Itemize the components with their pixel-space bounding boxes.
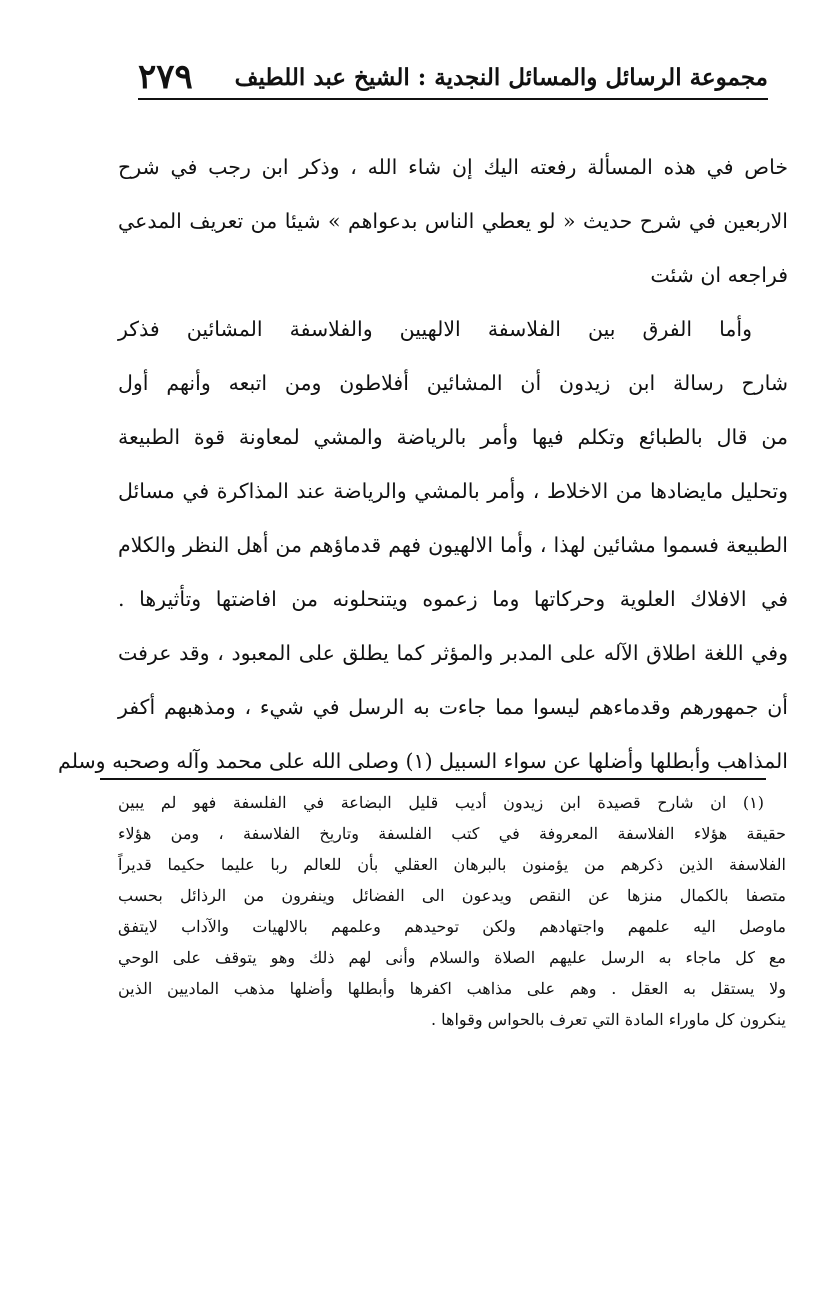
footnote-line: مع كل ماجاء به الرسل عليهم الصلاة والسلام وأنى لهم ذلك وهو يتوقف على الوحي — [118, 948, 786, 967]
page-number: ٢٧٩ — [138, 57, 193, 97]
body-line: شارح رسالة ابن زيدون أن المشائين أفلاطون ومن اتبعه وأنهم أول — [118, 371, 788, 395]
body-line: في الافلاك العلوية وحركاتها وما زعموه ويتنحلونه من افاضتها وتأثيرها . — [118, 587, 788, 611]
footnote-line: الفلاسفة الذين ذكرهم من يؤمنون بالبرهان العقلي بأن للعالم ربا عليما حكيما قديراً — [118, 855, 786, 874]
body-line: وأما الفرق بين الفلاسفة الالهيين والفلاسفة المشائين فذكر — [118, 317, 752, 341]
footnote-line: حقيقة هؤلاء الفلاسفة المعروفة في كتب الفلسفة وتاريخ الفلاسفة ، ومن هؤلاء — [118, 824, 786, 843]
footnote-line: ماوصل اليه علمهم واجتهادهم ولكن توحيدهم وعلمهم بالالهيات والآداب لايتفق — [118, 917, 786, 936]
footnote-line: متصفا بالكمال منزها عن النقص ويدعون الى الفضائل وينفرون من الرذائل بحسب — [118, 886, 786, 905]
body-line: الاربعين في شرح حديث « لو يعطي الناس بدعواهم » شيئا من تعريف المدعي — [118, 209, 788, 233]
body-line: المذاهب وأبطلها وأضلها عن سواء السبيل (١) وصلى الله على محمد وآله وصحبه وسلم — [58, 749, 788, 773]
body-text — [58, 140, 788, 788]
page-header — [138, 52, 768, 98]
footnote-line: ولا يستقل به العقل . وهم على مذاهب اكفرها وأبطلها وأضلها مذهب الماديين الذين — [118, 979, 786, 998]
footnote-rule — [100, 778, 766, 780]
running-title: مجموعة الرسائل والمسائل النجدية : الشيخ عبد اللطيف — [234, 64, 768, 91]
body-line: خاص في هذه المسألة رفعته اليك إن شاء الله ، وذكر ابن رجب في شرح — [118, 155, 788, 179]
body-line: أن جمهورهم وقدماءهم ليسوا مما جاءت به الرسل في شيء ، ومذهبهم أكفر — [118, 695, 788, 719]
footnote-line: ينكرون كل ماوراء المادة التي تعرف بالحواس وقواها . — [431, 1010, 786, 1029]
footnotes — [118, 787, 786, 1035]
body-line: من قال بالطبائع وتكلم فيها وأمر بالرياضة والمشي لمعاونة قوة الطبيعة — [118, 425, 788, 449]
body-line: وفي اللغة اطلاق الآله على المدبر والمؤثر كما يطلق على المعبود ، وقد عرفت — [118, 641, 788, 665]
body-line: وتحليل مايضادها من الاخلاط ، وأمر بالمشي والرياضة عند المذاكرة في مسائل — [118, 479, 788, 503]
footnote-line: (١) ان شارح قصيدة ابن زيدون أديب قليل البضاعة في الفلسفة فهو لم يبين — [118, 793, 765, 812]
body-line: فراجعه ان شئت — [650, 263, 788, 287]
body-line: الطبيعة فسموا مشائين لهذا ، وأما الالهيون فهم قدماؤهم من أهل النظر والكلام — [118, 533, 788, 557]
header-rule — [138, 98, 768, 100]
